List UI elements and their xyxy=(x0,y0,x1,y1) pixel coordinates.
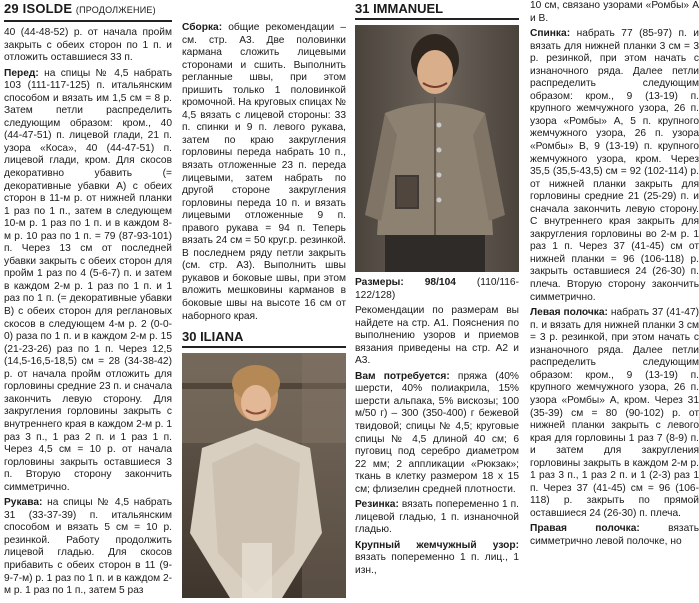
isolde-sleeve-label: Рукава: xyxy=(4,497,43,509)
immanuel-sizes-rest: (110/116-122/128) xyxy=(355,277,519,301)
back-text: набрать 77 (85-97) п. и вязать для нижней планки 3 см = 3 р. резинкой, при этом начать с изнаночного ряда. Далее петли распределить следующим образом: кром., 9 (13-19) п. крупного жемчужного узора, 26 п. узора «Ромбы» А, 5 п. крупного жемчужного узора, 26 п. узора «Ромбы» В, 9 (13-19) п. крупного жемчужного узора, кром. Через 35,5 (35,5-43,5) см = 92 (102-114) р. от нижней планки закрыть для горловины средние 21 (25-29) п. и сначала закончить левую сторону. С внутреннего края закрыть для закругления горловины во 2-м р. 1 раз 1 п. Через 37 (41-45) см от нижней планки = 96 (106-118) р. закрыть оставшиеся 24 (26-30) п. плеча. Вторую сторону закончить симметрично. xyxy=(530,28,699,303)
boy-in-cardigan-photo xyxy=(355,25,519,272)
assembly-paragraph xyxy=(182,22,346,323)
immanuel-rib-label: Резинка: xyxy=(355,499,399,511)
assembly-text: общие рекомендации – см. стр. А3. Две половинки кармана сложить лицевыми сторонами и сшить. Выполнить регланные швы, при этом пришить только 1 половинкой кромочной. На круговых спицах № 4,5 вязать с лицевой стороны: 33 п. спинки и 9 п. левого рукава, затем по краю закругления горловины переда набрать 10 п., вязать отложенные 23 п. переда лицевыми, затем набрать по другой стороне закругления горловины переда 10 п. и вязать лицевыми отложенные 9 п. правого рукава = 94 п. Теперь вязать 24 см = 50 круг.р. резинкой. В последнем ряду петли закрыть (см. стр. А3). Выполнить швы рукавов и боковые швы, при этом вложить мешковины карманов в боковые швы на высоте 16 см от наборного края. xyxy=(182,22,346,322)
column-isolde xyxy=(4,0,172,603)
column-top-spacer xyxy=(182,0,346,22)
column-immanuel xyxy=(355,0,519,603)
iliana-photo xyxy=(182,353,346,598)
isolde-sleeve-paragraph xyxy=(4,497,172,597)
isolde-header xyxy=(4,0,172,22)
immanuel-recommend-paragraph: Рекомендации по размерам вы найдете на стр. А1. Пояснения по выполнению узоров и приемов вязания приведены на стр. А2 и А3. xyxy=(355,305,519,367)
isolde-header-title: 29 ISOLDE xyxy=(4,1,73,16)
column-assembly xyxy=(182,0,346,603)
immanuel-sizes-label: Размеры: xyxy=(355,277,404,288)
right-front-text: вязать симметрично левой полочке, но xyxy=(530,523,699,547)
left-front-text: набрать 37 (41-47) п. и вязать для нижней планки 3 см = 3 р. резинкой, при этом начать с изнаночного ряда. Далее петли распределить следующим образом: кром., 9 (13-19) п. крупного жемчужного узора, 26 п. узора «Ромбы» А, кром. Через 31 (35-39) см = 80 (90-102) р. от нижней планки закрыть с левого края для горловины 1 раз 7 (8-9) п. и затем для закругления горловины закрыть в каждом 2-м р. 1 раз 3 п., 1 раз 2 п. и 1 (2-3) раз 1 п. Через 37 (41-45) см = 96 (106-118) р. закрыть по прямой оставшиеся 24 (26-30) п. плеча. xyxy=(530,307,699,519)
immanuel-materials-label: Вам потребуется: xyxy=(355,370,450,382)
left-front-label: Левая полочка: xyxy=(530,307,608,319)
iliana-header: 30 ILIANA xyxy=(182,329,346,348)
immanuel-materials-paragraph xyxy=(355,371,519,496)
back-paragraph xyxy=(530,28,699,304)
immanuel-header: 31 IMMANUEL xyxy=(355,0,519,20)
col4-intro-paragraph: 10 см, связано узорами «Ромбы» А и В. xyxy=(530,0,699,24)
isolde-paragraph-1: 40 (44-48-52) р. от начала пройм закрыть с обеих сторон по 1 п. и отложить оставшиеся 33 п. xyxy=(4,27,172,64)
immanuel-moss-text: вязать попеременно 1 п. лиц., 1 изн., xyxy=(355,552,519,577)
immanuel-sizes-main: 98/104 xyxy=(403,277,456,288)
immanuel-sizes-paragraph xyxy=(355,277,519,302)
isolde-sleeve-text: на спицы № 4,5 набрать 31 (33-37-39) п. итальянским способом и вязать 5 см = 10 р. резинкой. Работу продолжить лицевой гладью. Для скосов прибавить с обеих сторон в 11 (9-9-7-м) р. 1 раз по 1 п. и в каждом 2-м р. 1 раз по 1 п., затем 5 раз xyxy=(4,497,172,597)
immanuel-materials-text: пряжа (40% шерсти, 40% полиакрила, 15% шерсти альпака, 5% вискозы; 100 м/50 г) – 300 (350-400) г бежевой твидовой; спицы № 4,5; круговые спицы № 4,5 длиной 40 см; 6 пуговиц под серебро диаметром 22 мм; 2 аппликации «Рюкзак»; ткань в клетку размером 18 х 15 см; флизелин средней плотности. xyxy=(355,370,519,495)
immanuel-rib-text: вязать попеременно 1 п. лицевой гладью, 1 п. изнаночной гладью. xyxy=(355,499,519,536)
column-immanuel-instructions xyxy=(530,0,699,603)
right-front-label: Правая полочка: xyxy=(530,523,640,535)
isolde-front-paragraph xyxy=(4,68,172,495)
isolde-header-sub: (ПРОДОЛЖЕНИЕ) xyxy=(75,5,156,15)
immanuel-moss-paragraph xyxy=(355,540,519,578)
left-front-paragraph xyxy=(530,307,699,520)
isolde-front-text: на спицы № 4,5 набрать 103 (111-117-125) п. итальянским способом и вязать им 1,5 см = 8 р. Затем петли распределить следующим образом: кром., 40 (44-47-51) п. лицевой глади, 21 п. узора «Коса», 40 (44-47-51) п. лицевой глади, кром. Для скосов декоративно убавить (= декоративные убавки А) с обеих сторон в 11-м р. от нижней планки 1 раз по 1 п., затем в следующем 10-м р. 1 раз по 1 п. и в каждом 8-м р. 10 раз по 1 п. = 79 (87-93-101) п. Через 13 см от последней убавки закрыть с обеих сторон для пройм 1 раз по 4 (5-6-7) п. и затем в каждом 2-м р. 1 раз по 1 п. и 1 раз по 1 п. (= декоративные убавки В) с обеих сторон для реглановых скосов в следующем 4-м р. 2 (0-0-0) раза по 1 п. и в каждом 2-м р. 15 (21-23-26) раз по 1 п. Через 12,5 (14,5-16,5-18,5) см = 28 (34-38-42) р. от начала пройм отложить для горловины средние 23 п. и сначала закончить левую сторону. Для закругления горловины закрыть с внутреннего края в каждом 2-м р. 1 раз 3 п., 1 раз 2 п. и 1 раз 1 п. Через 4,5 см = 10 р. от начала горловины закрыть оставшиеся 3 п. Вторую сторону закончить симметрично. xyxy=(4,67,172,493)
girl-in-shawl-photo xyxy=(182,353,346,598)
back-label: Спинка: xyxy=(530,28,571,40)
isolde-front-label: Перед: xyxy=(4,67,39,79)
immanuel-rib-paragraph xyxy=(355,499,519,537)
immanuel-photo xyxy=(355,25,519,272)
immanuel-moss-label: Крупный жемчужный узор: xyxy=(355,539,519,551)
assembly-label: Сборка: xyxy=(182,22,223,33)
right-front-paragraph xyxy=(530,523,699,548)
